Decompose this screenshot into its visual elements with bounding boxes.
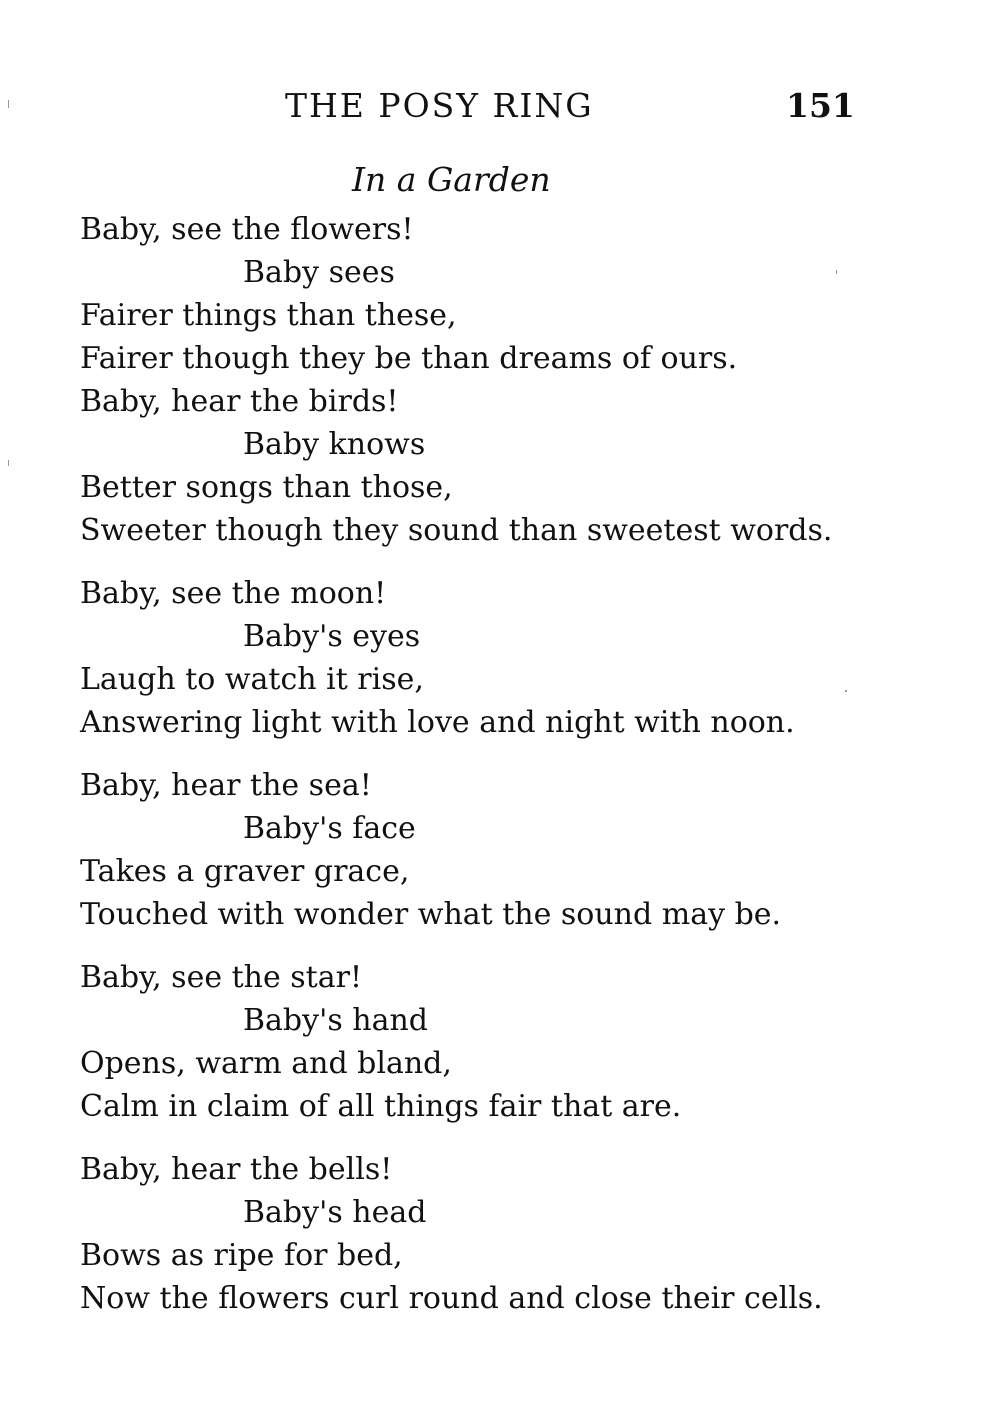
- poem-line: Baby, hear the bells!: [80, 1152, 393, 1187]
- poem-line: Better songs than those,: [80, 470, 453, 505]
- poem-line: Calm in claim of all things fair that are.: [80, 1089, 682, 1124]
- scan-speck: [8, 100, 9, 108]
- poem-line: Baby, hear the birds!: [80, 384, 399, 419]
- poem-line: Sweeter though they sound than sweetest words.: [80, 513, 833, 548]
- page-number: 151: [786, 86, 855, 125]
- poem-line: Fairer though they be than dreams of ours.: [80, 341, 738, 376]
- poem-line: Baby's eyes: [243, 619, 421, 654]
- running-head: THE POSY RING: [285, 86, 594, 125]
- poem-line: Answering light with love and night with noon.: [80, 705, 795, 740]
- stanza-5: [80, 1148, 940, 1320]
- poem-line: Baby, hear the sea!: [80, 768, 372, 803]
- poem-line: Baby, see the star!: [80, 960, 363, 995]
- poem-line: Laugh to watch it rise,: [80, 662, 424, 697]
- scan-speck: [845, 690, 847, 692]
- poem-line: Takes a graver grace,: [80, 854, 410, 889]
- stanza-2: [80, 572, 940, 744]
- poem-line: Baby, see the flowers!: [80, 212, 414, 247]
- poem-line: Baby sees: [243, 255, 395, 290]
- poem-line: Baby knows: [243, 427, 426, 462]
- stanza-3: [80, 764, 940, 936]
- poem-line: Bows as ripe for bed,: [80, 1238, 403, 1273]
- poem-line: Touched with wonder what the sound may be.: [80, 897, 782, 932]
- poem-body: [80, 208, 940, 1340]
- stanza-1: [80, 208, 940, 552]
- stanza-4: [80, 956, 940, 1128]
- poem-line: Baby, see the moon!: [80, 576, 387, 611]
- poem-line: Baby's head: [243, 1195, 427, 1230]
- poem-line: Fairer things than these,: [80, 298, 457, 333]
- poem-line: Now the flowers curl round and close their cells.: [80, 1281, 823, 1316]
- poem-line: Baby's face: [243, 811, 416, 846]
- poem-title: In a Garden: [352, 160, 551, 199]
- scan-speck: [8, 460, 9, 466]
- poem-line: Baby's hand: [243, 1003, 428, 1038]
- poem-line: Opens, warm and bland,: [80, 1046, 452, 1081]
- scan-speck: [836, 270, 837, 274]
